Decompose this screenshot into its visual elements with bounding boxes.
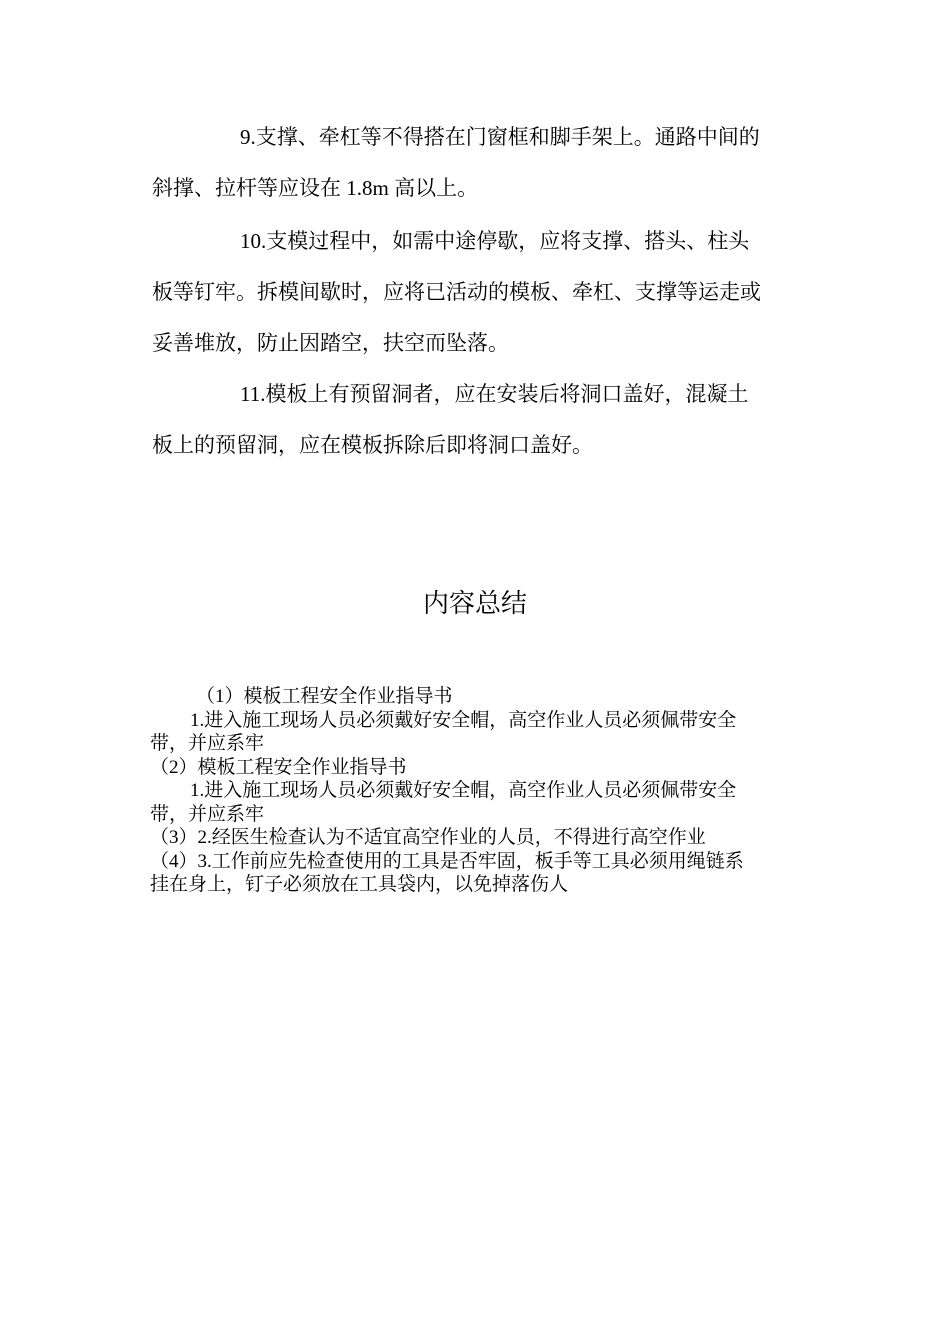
paragraph-line: 斜撑、拉杆等应设在 1.8m 高以上。: [152, 176, 479, 200]
summary-title: 内容总结: [422, 589, 527, 618]
summary-line: （2）模板工程安全作业指导书: [150, 756, 407, 778]
summary-line: 1.进入施工现场人员必须戴好安全帽，高空作业人员必须佩带安全: [190, 780, 737, 801]
paragraph-item-9: [152, 112, 812, 214]
summary-line: （4）3.工作前应先检查使用的工具是否牢固，板手等工具必须用绳链系: [150, 850, 744, 872]
paragraph-line: 妥善堆放，防止因踏空，扶空而坠落。: [152, 331, 509, 355]
paragraph-line: 11.模板上有预留洞者，应在安装后将洞口盖好，混凝土: [240, 382, 749, 406]
paragraph-item-10: [152, 216, 812, 369]
paragraph-line: 板等钉牢。拆模间歇时，应将已活动的模板、牵杠、支撑等运走或: [152, 280, 761, 304]
summary-line: 挂在身上，钉子必须放在工具袋内，以免掉落伤人: [150, 874, 569, 895]
summary-line: 1.进入施工现场人员必须戴好安全帽，高空作业人员必须佩带安全: [190, 709, 737, 731]
summary-list: [150, 685, 810, 897]
paragraph-line: 10.支模过程中，如需中途停歇，应将支撑、搭头、柱头: [240, 229, 750, 253]
summary-line: 带，并应系牢: [150, 803, 265, 825]
summary-line: （3）2.经医生检查认为不适宜高空作业的人员，不得进行高空作业: [150, 827, 706, 848]
paragraph-line: 9.支撑、牵杠等不得搭在门窗框和脚手架上。通路中间的: [240, 125, 760, 149]
paragraph-line: 板上的预留洞，应在模板拆除后即将洞口盖好。: [152, 433, 593, 457]
paragraph-item-11: [152, 369, 812, 471]
summary-line: （1）模板工程安全作业指导书: [196, 686, 453, 707]
summary-line: 带，并应系牢: [150, 733, 265, 754]
